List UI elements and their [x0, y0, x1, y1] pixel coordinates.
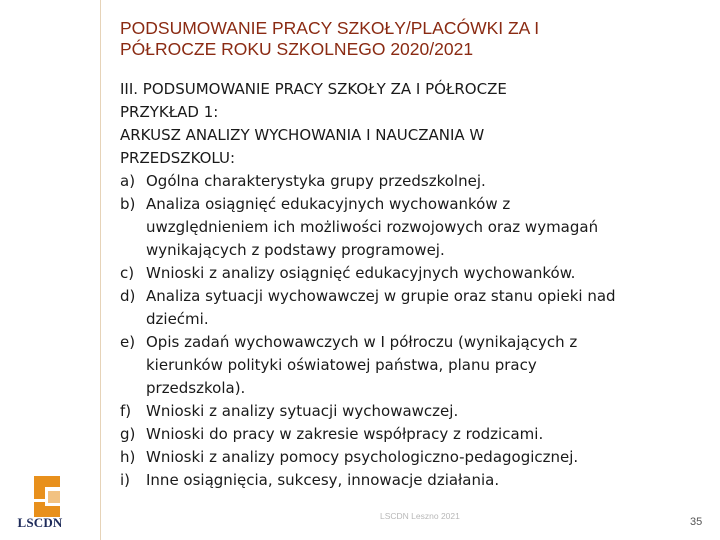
list-marker: d) [120, 287, 136, 305]
logo-text: LSCDN [17, 515, 63, 530]
list-marker: c) [120, 264, 135, 282]
list-item-i [120, 469, 705, 492]
list-text: Analiza osiągnięć edukacyjnych wychowanków z uwzględnieniem ich możliwości rozwojowych oraz wymagań wynikających z podstawy programowej. [146, 195, 599, 259]
list-item-e [120, 331, 705, 400]
list-text: Wnioski z analizy sytuacji wychowawczej. [146, 402, 459, 420]
page-number: 35 [690, 516, 703, 528]
list-marker: g) [120, 425, 136, 443]
list-text: Wnioski do pracy w zakresie współpracy z rodzicami. [146, 425, 544, 443]
list-marker: e) [120, 333, 136, 351]
section-heading: III. PODSUMOWANIE PRACY SZKOŁY ZA I PÓŁROCZE [120, 80, 507, 98]
left-divider [100, 0, 101, 540]
list-item-h [120, 446, 705, 469]
list-text: Ogólna charakterystyka grupy przedszkolnej. [146, 172, 486, 190]
list-text: Wnioski z analizy pomocy psychologiczno-pedagogicznej. [146, 448, 579, 466]
example-label: PRZYKŁAD 1: [120, 103, 219, 121]
list-item-a [120, 170, 705, 193]
list-item-b [120, 193, 705, 262]
sheet-title-line-2: PRZEDSZKOLU: [120, 149, 236, 167]
slide-title [120, 18, 700, 60]
footer-text: LSCDN Leszno 2021 [380, 511, 460, 521]
list-item-g [120, 423, 705, 446]
list-text: Inne osiągnięcia, sukcesy, innowacje działania. [146, 471, 500, 489]
sheet-title-line-1: ARKUSZ ANALIZY WYCHOWANIA I NAUCZANIA W [120, 126, 485, 144]
list-marker: b) [120, 195, 136, 213]
list-marker: a) [120, 172, 136, 190]
list-text: Opis zadań wychowawczych w I półroczu (wynikających z kierunków polityki oświatowej państwa, planu pracy przedszkola). [146, 333, 578, 397]
slide-content [120, 78, 705, 492]
list-item-f [120, 400, 705, 423]
slide-title-line-1: PODSUMOWANIE PRACY SZKOŁY/PLACÓWKI ZA I [120, 18, 540, 38]
list-item-d [120, 285, 705, 331]
list-marker: h) [120, 448, 136, 466]
list-item-c [120, 262, 705, 285]
slide-title-line-2: PÓŁROCZE ROKU SZKOLNEGO 2020/2021 [120, 39, 474, 59]
list-marker: i) [120, 471, 131, 489]
list-marker: f) [120, 402, 132, 420]
list-text: Analiza sytuacji wychowawczej w grupie oraz stanu opieki nad dziećmi. [146, 287, 616, 328]
list-text: Wnioski z analizy osiągnięć edukacyjnych wychowanków. [146, 264, 576, 282]
